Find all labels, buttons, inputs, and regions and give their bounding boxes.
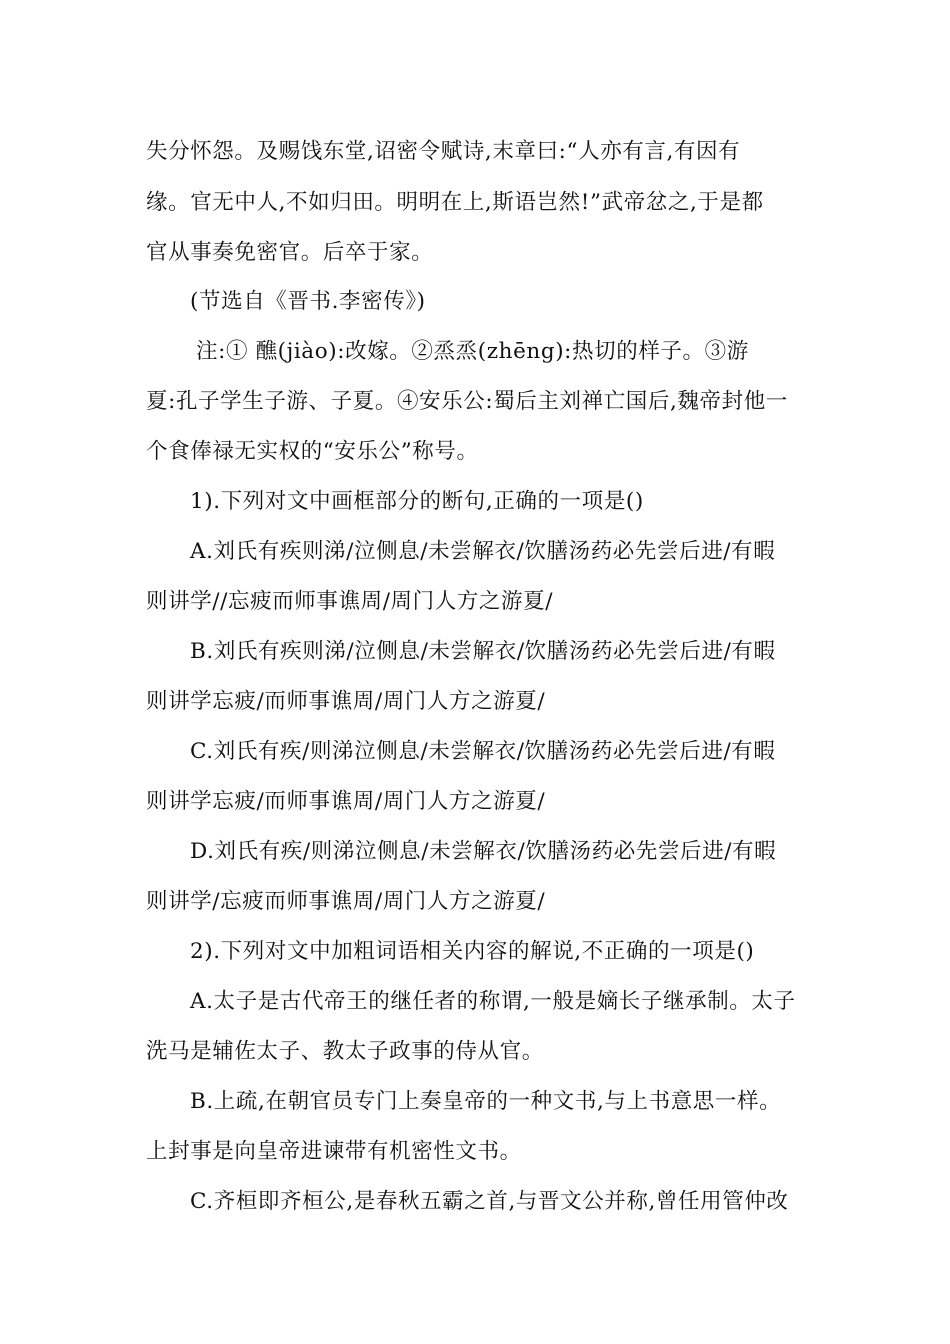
question-1-option-b: B.刘氏有疾则涕/泣侧息/未尝解衣/饮膳汤药必先尝后进/有暇 [190, 639, 776, 664]
question-2-option-a-cont: 洗马是辅佐太子、教太子政事的侍从官。 [146, 1039, 544, 1064]
question-2-option-c: C.齐桓即齐桓公,是春秋五霸之首,与晋文公并称,曾任用管仲改 [190, 1189, 789, 1214]
source-citation: (节选自《晋书.李密传》) [190, 289, 426, 314]
question-1-option-b-cont: 则讲学忘疲/而师事谯周/周门人方之游夏/ [146, 689, 546, 714]
question-1-option-d-cont: 则讲学/忘疲而师事谯周/周门人方之游夏/ [146, 889, 546, 914]
question-1-stem: 1).下列对文中画框部分的断句,正确的一项是() [190, 489, 644, 514]
text-line: 失分怀怨。及赐饯东堂,诏密令赋诗,末章曰:“人亦有言,有因有 [146, 139, 741, 164]
question-2-option-a: A.太子是古代帝王的继任者的称谓,一般是嫡长子继承制。太子 [190, 989, 796, 1014]
question-2-stem: 2).下列对文中加粗词语相关内容的解说,不正确的一项是() [190, 939, 755, 964]
question-1-option-a-cont: 则讲学//忘疲而师事谯周/周门人方之游夏/ [146, 589, 554, 614]
question-1-option-a: A.刘氏有疾则涕/泣侧息/未尝解衣/饮膳汤药必先尝后进/有暇 [190, 539, 776, 564]
question-2-option-b-cont: 上封事是向皇帝进谏带有机密性文书。 [146, 1139, 522, 1164]
question-1-option-d: D.刘氏有疾/则涕泣侧息/未尝解衣/饮膳汤药必先尝后进/有暇 [190, 839, 777, 864]
annotation-line: 注:① 醮(jiào):改嫁。②烝烝(zhēng):热切的样子。③游 [196, 339, 749, 364]
text-line: 缘。官无中人,不如归田。明明在上,斯语岂然!”武帝忿之,于是都 [146, 190, 764, 215]
annotation-line: 个食俸禄无实权的“安乐公”称号。 [146, 439, 479, 464]
question-2-option-b: B.上疏,在朝官员专门上奏皇帝的一种文书,与上书意思一样。 [190, 1089, 782, 1114]
annotation-line: 夏:孔子学生子游、子夏。④安乐公:蜀后主刘禅亡国后,魏帝封他一 [146, 389, 788, 414]
question-1-option-c-cont: 则讲学忘疲/而师事谯周/周门人方之游夏/ [146, 789, 546, 814]
text-line: 官从事奏免密官。后卒于家。 [146, 240, 434, 265]
question-1-option-c: C.刘氏有疾/则涕泣侧息/未尝解衣/饮膳汤药必先尝后进/有暇 [190, 739, 776, 764]
